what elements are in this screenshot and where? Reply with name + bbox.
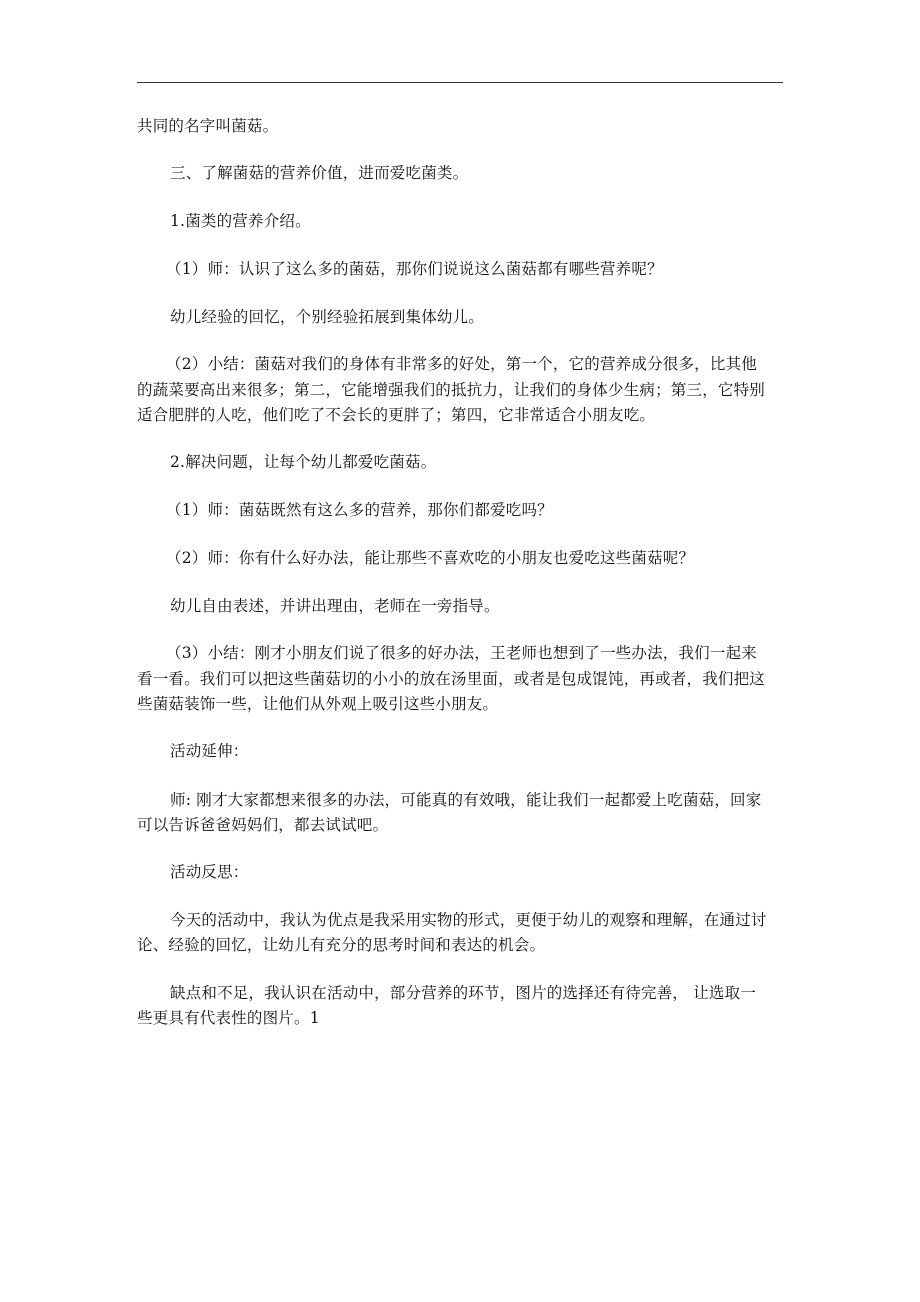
section-heading-3: 三、了解菌菇的营养价值，进而爱吃菌类。 xyxy=(170,164,469,182)
header-rule xyxy=(137,82,783,83)
summary-paragraph-line-2: 的蔬菜要高出来很多；第二，它能增强我们的抵抗力，让我们的身体少生病；第三，它特别 xyxy=(137,381,766,399)
paragraph-children-express: 幼儿自由表述，并讲出理由，老师在一旁指导。 xyxy=(170,597,500,615)
shortcomings-paragraph-line-2: 些更具有代表性的图片。1 xyxy=(137,1009,320,1027)
summary-paragraph-line-3: 适合肥胖的人吃，他们吃了不会长的更胖了；第四，它非常适合小朋友吃。 xyxy=(137,406,656,424)
teacher-question-1: （1）师：认识了这么多的菌菇，那你们说说这么菌菇都有哪些营养呢？ xyxy=(166,260,663,278)
summary-3-line-1: （3）小结：刚才小朋友们说了很多的好办法，王老师也想到了一些办法，我们一起来 xyxy=(166,644,757,662)
activity-extension-heading: 活动延伸： xyxy=(170,742,249,760)
shortcomings-paragraph-line-1: 缺点和不足，我认识在活动中，部分营养的环节，图片的选择还有待完善， 让选取一 xyxy=(170,984,757,1002)
summary-paragraph-line-1: （2）小结：菌菇对我们的身体有非常多的好处，第一个，它的营养成分很多，比其他 xyxy=(166,355,757,373)
teacher-question-2-1: （1）师：菌菇既然有这么多的营养，那你们都爱吃吗？ xyxy=(166,501,553,519)
activity-reflection-heading: 活动反思： xyxy=(170,863,249,881)
text-line-continuation: 共同的名字叫菌菇。 xyxy=(137,117,279,135)
subsection-heading-2: 2.解决问题，让每个幼儿都爱吃菌菇。 xyxy=(170,453,437,471)
extension-paragraph-line-1: 师: 刚才大家都想来很多的办法，可能真的有效哦，能让我们一起都爱上吃菌菇，回家 xyxy=(170,791,762,809)
reflection-paragraph-line-2: 论、经验的回忆，让幼儿有充分的思考时间和表达的机会。 xyxy=(137,936,546,954)
summary-3-line-2: 看一看。我们可以把这些菌菇切的小小的放在汤里面，或者是包成馄饨，再或者，我们把这 xyxy=(137,670,766,688)
extension-paragraph-line-2: 可以告诉爸爸妈妈们，都去试试吧。 xyxy=(137,816,389,834)
subsection-heading-1: 1.菌类的营养介绍。 xyxy=(170,212,311,230)
reflection-paragraph-line-1: 今天的活动中，我认为优点是我采用实物的形式，更便于幼儿的观察和理解，在通过讨 xyxy=(170,911,767,929)
summary-3-line-3: 些菌菇装饰一些，让他们从外观上吸引这些小朋友。 xyxy=(137,695,499,713)
paragraph-children-recall: 幼儿经验的回忆，个别经验拓展到集体幼儿。 xyxy=(170,308,485,326)
teacher-question-2-2: （2）师：你有什么好办法，能让那些不喜欢吃的小朋友也爱吃这些菌菇呢？ xyxy=(166,549,695,567)
